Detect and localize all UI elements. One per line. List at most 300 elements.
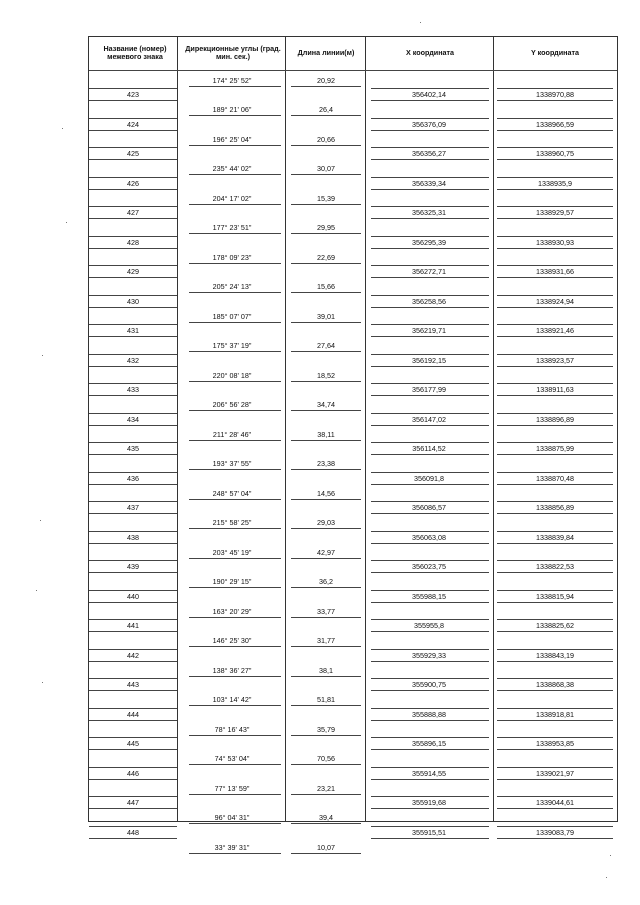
point-row-divider	[89, 454, 177, 455]
point-row-divider	[89, 295, 177, 296]
segment-underline	[291, 558, 361, 559]
coord-row-divider	[497, 248, 613, 249]
segment-underline	[189, 646, 281, 647]
coord-row-divider	[371, 130, 489, 131]
segment-underline	[291, 145, 361, 146]
direction-angle: 74° 53' 04"	[214, 754, 250, 763]
coord-row-divider	[371, 307, 489, 308]
scan-speck	[420, 22, 421, 23]
y-coordinate: 1338931,66	[536, 267, 574, 277]
point-row-divider	[89, 808, 177, 809]
point-row-divider	[89, 265, 177, 266]
coord-row-divider	[371, 218, 489, 219]
y-coordinate: 1338966,59	[536, 119, 574, 129]
coord-row-divider	[497, 118, 613, 119]
coord-row-divider	[497, 472, 613, 473]
coord-row-divider	[497, 838, 613, 839]
x-coordinate: 356177,99	[412, 385, 446, 395]
coord-row-divider	[371, 631, 489, 632]
segment-underline	[291, 469, 361, 470]
line-length: 51,81	[317, 695, 335, 704]
y-coordinate: 1338843,19	[536, 650, 574, 660]
coord-row-divider	[497, 649, 613, 650]
coord-row-divider	[371, 690, 489, 691]
point-row-divider	[89, 543, 177, 544]
point-row-divider	[89, 354, 177, 355]
point-row-divider	[89, 307, 177, 308]
coord-row-divider	[497, 808, 613, 809]
coord-row-divider	[371, 484, 489, 485]
direction-angle: 185° 07' 07"	[212, 311, 252, 321]
segment-underline	[189, 587, 281, 588]
segment-underline	[189, 705, 281, 706]
boundary-mark-number: 434	[127, 414, 139, 424]
direction-angle: 96° 04' 31"	[214, 813, 250, 822]
x-coordinate: 355896,15	[412, 739, 446, 749]
point-row-divider	[89, 147, 177, 148]
coord-row-divider	[371, 779, 489, 780]
line-length: 39,4	[319, 813, 333, 822]
x-coordinate: 356295,39	[412, 237, 446, 247]
coord-row-divider	[371, 661, 489, 662]
coord-row-divider	[371, 531, 489, 532]
point-row-divider	[89, 118, 177, 119]
scan-speck	[42, 682, 43, 683]
coord-row-divider	[371, 543, 489, 544]
coord-row-divider	[371, 206, 489, 207]
direction-angle: 33° 39' 31"	[214, 842, 250, 852]
boundary-mark-number: 427	[127, 208, 139, 218]
point-row-divider	[89, 277, 177, 278]
y-coordinate: 1339021,97	[536, 768, 574, 778]
x-coordinate: 355915,51	[412, 827, 446, 837]
y-coordinate: 1338839,84	[536, 532, 574, 542]
coord-row-divider	[371, 118, 489, 119]
coord-row-divider	[497, 690, 613, 691]
boundary-mark-number: 437	[127, 503, 139, 513]
coord-row-divider	[371, 100, 489, 101]
segment-underline	[291, 381, 361, 382]
direction-angle: 206° 56' 28"	[212, 400, 252, 409]
line-length: 31,77	[317, 636, 335, 645]
coord-row-divider	[497, 295, 613, 296]
direction-angle: 204° 17' 02"	[212, 193, 252, 203]
boundary-mark-number: 440	[127, 591, 139, 601]
coord-row-divider	[371, 619, 489, 620]
y-coordinate: 1339044,61	[536, 798, 574, 808]
point-row-divider	[89, 425, 177, 426]
boundary-mark-number: 426	[127, 178, 139, 188]
line-length: 23,21	[317, 783, 335, 793]
boundary-mark-number: 438	[127, 532, 139, 542]
point-row-divider	[89, 383, 177, 384]
x-coordinate: 356356,27	[412, 149, 446, 159]
segment-underline	[189, 469, 281, 470]
header-y: Y координата	[531, 47, 579, 57]
segment-underline	[189, 145, 281, 146]
segment-underline	[291, 587, 361, 588]
boundary-mark-number: 429	[127, 267, 139, 277]
coord-row-divider	[497, 354, 613, 355]
coord-row-divider	[371, 826, 489, 827]
coord-row-divider	[371, 177, 489, 178]
coord-row-divider	[371, 425, 489, 426]
boundary-mark-number: 439	[127, 562, 139, 572]
point-row-divider	[89, 100, 177, 101]
coord-row-divider	[497, 619, 613, 620]
line-length: 29,95	[317, 223, 335, 232]
point-row-divider	[89, 602, 177, 603]
coord-row-divider	[371, 454, 489, 455]
coord-row-divider	[497, 442, 613, 443]
line-length: 34,74	[317, 400, 335, 409]
segment-underline	[189, 115, 281, 116]
x-coordinate: 356258,56	[412, 296, 446, 306]
segment-underline	[291, 823, 361, 824]
coordinates-table	[88, 36, 618, 852]
direction-angle: 205° 24' 13"	[212, 282, 252, 291]
x-coordinate: 355914,55	[412, 768, 446, 778]
coord-row-divider	[497, 826, 613, 827]
segment-underline	[189, 676, 281, 677]
point-row-divider	[89, 572, 177, 573]
coord-row-divider	[371, 767, 489, 768]
y-coordinate: 1338896,89	[536, 414, 574, 424]
point-row-divider	[89, 248, 177, 249]
point-row-divider	[89, 708, 177, 709]
x-coordinate: 356091,8	[414, 473, 444, 483]
coord-row-divider	[371, 354, 489, 355]
segment-underline	[291, 322, 361, 323]
column-divider	[365, 37, 366, 821]
coord-row-divider	[497, 177, 613, 178]
direction-angle: 138° 36' 27"	[212, 665, 252, 675]
y-coordinate: 1338875,99	[536, 444, 574, 454]
y-coordinate: 1338911,63	[536, 385, 574, 395]
boundary-mark-number: 445	[127, 739, 139, 749]
coord-row-divider	[371, 159, 489, 160]
boundary-mark-number: 446	[127, 768, 139, 778]
y-coordinate: 1338929,57	[536, 208, 574, 218]
coord-row-divider	[497, 543, 613, 544]
coord-row-divider	[497, 206, 613, 207]
point-row-divider	[89, 737, 177, 738]
coord-row-divider	[497, 590, 613, 591]
point-row-divider	[89, 796, 177, 797]
boundary-mark-number: 428	[127, 237, 139, 247]
y-coordinate: 1338921,46	[536, 326, 574, 336]
y-coordinate: 1338868,38	[536, 680, 574, 690]
coord-row-divider	[371, 324, 489, 325]
line-length: 38,11	[317, 429, 335, 439]
point-row-divider	[89, 513, 177, 514]
column-divider	[285, 37, 286, 821]
coord-row-divider	[371, 572, 489, 573]
segment-underline	[291, 705, 361, 706]
scan-speck	[62, 128, 63, 129]
y-coordinate: 1338870,48	[536, 473, 574, 483]
boundary-mark-number: 431	[127, 326, 139, 336]
coord-row-divider	[371, 649, 489, 650]
boundary-mark-number: 423	[127, 90, 139, 100]
direction-angle: 203° 45' 19"	[212, 547, 252, 557]
x-coordinate: 356192,15	[412, 355, 446, 365]
coord-row-divider	[497, 218, 613, 219]
y-coordinate: 1338856,89	[536, 503, 574, 513]
line-length: 35,79	[317, 724, 335, 734]
segment-underline	[189, 381, 281, 382]
x-coordinate: 356063,08	[412, 532, 446, 542]
point-row-divider	[89, 590, 177, 591]
segment-underline	[291, 499, 361, 500]
segment-underline	[189, 528, 281, 529]
line-length: 42,97	[317, 547, 335, 557]
boundary-mark-number: 424	[127, 119, 139, 129]
point-row-divider	[89, 177, 177, 178]
line-length: 39,01	[317, 311, 335, 321]
scan-speck	[40, 520, 41, 521]
coord-row-divider	[497, 767, 613, 768]
segment-underline	[189, 86, 281, 87]
point-row-divider	[89, 236, 177, 237]
y-coordinate: 1338953,85	[536, 739, 574, 749]
line-length: 33,77	[317, 606, 335, 616]
boundary-mark-number: 448	[127, 827, 139, 837]
coord-row-divider	[371, 678, 489, 679]
segment-underline	[189, 233, 281, 234]
coord-row-divider	[497, 661, 613, 662]
coord-row-divider	[371, 88, 489, 89]
segment-underline	[189, 351, 281, 352]
x-coordinate: 356147,02	[412, 414, 446, 424]
direction-angle: 190° 29' 15"	[212, 577, 252, 586]
segment-underline	[291, 351, 361, 352]
line-length: 23,38	[317, 459, 335, 468]
coord-row-divider	[371, 248, 489, 249]
y-coordinate: 1338930,93	[536, 237, 574, 247]
y-coordinate: 1338822,53	[536, 562, 574, 572]
point-row-divider	[89, 130, 177, 131]
point-row-divider	[89, 619, 177, 620]
coord-row-divider	[497, 796, 613, 797]
direction-angle: 177° 23' 51"	[212, 223, 252, 232]
direction-angle: 211° 28' 46"	[212, 429, 252, 439]
coord-row-divider	[497, 413, 613, 414]
coord-row-divider	[371, 265, 489, 266]
line-length: 38,1	[319, 665, 333, 675]
segment-underline	[189, 764, 281, 765]
coord-row-divider	[371, 236, 489, 237]
scan-speck	[66, 222, 67, 223]
coord-row-divider	[497, 531, 613, 532]
direction-angle: 215° 58' 25"	[212, 518, 252, 527]
segment-underline	[291, 617, 361, 618]
coord-row-divider	[497, 720, 613, 721]
segment-underline	[291, 233, 361, 234]
segment-underline	[291, 263, 361, 264]
line-length: 26,4	[319, 105, 333, 114]
column-divider	[177, 37, 178, 821]
point-row-divider	[89, 501, 177, 502]
segment-underline	[291, 440, 361, 441]
line-length: 27,64	[317, 341, 335, 350]
line-length: 15,39	[317, 193, 335, 203]
coord-row-divider	[371, 295, 489, 296]
coord-row-divider	[371, 720, 489, 721]
coord-row-divider	[371, 189, 489, 190]
segment-underline	[189, 499, 281, 500]
direction-angle: 174° 25' 52"	[212, 75, 252, 85]
direction-angle: 175° 37' 19"	[212, 341, 252, 350]
segment-underline	[291, 204, 361, 205]
coord-row-divider	[497, 100, 613, 101]
boundary-mark-number: 443	[127, 680, 139, 690]
segment-underline	[189, 794, 281, 795]
segment-underline	[189, 292, 281, 293]
x-coordinate: 355988,15	[412, 591, 446, 601]
scan-speck	[606, 877, 607, 878]
x-coordinate: 356402,14	[412, 90, 446, 100]
segment-underline	[291, 735, 361, 736]
y-coordinate: 1338970,88	[536, 90, 574, 100]
header-angle: Дирекционные углы (град. мин. сек.)	[185, 43, 281, 61]
header-divider	[89, 70, 617, 71]
coord-row-divider	[371, 808, 489, 809]
line-length: 29,03	[317, 518, 335, 527]
scan-speck	[36, 590, 37, 591]
line-length: 20,92	[317, 75, 335, 85]
line-length: 10,07	[317, 842, 335, 852]
direction-angle: 77° 13' 59"	[214, 783, 250, 793]
point-row-divider	[89, 720, 177, 721]
coord-row-divider	[497, 265, 613, 266]
segment-underline	[189, 440, 281, 441]
point-row-divider	[89, 324, 177, 325]
segment-underline	[291, 646, 361, 647]
point-row-divider	[89, 560, 177, 561]
point-row-divider	[89, 631, 177, 632]
segment-underline	[189, 322, 281, 323]
point-row-divider	[89, 661, 177, 662]
line-length: 30,07	[317, 164, 335, 173]
coord-row-divider	[371, 602, 489, 603]
point-row-divider	[89, 690, 177, 691]
line-length: 18,52	[317, 370, 335, 380]
segment-underline	[189, 410, 281, 411]
y-coordinate: 1339083,79	[536, 827, 574, 837]
y-coordinate: 1338924,94	[536, 296, 574, 306]
point-row-divider	[89, 749, 177, 750]
x-coordinate: 356219,71	[412, 326, 446, 336]
header-length: Длина линии(м)	[297, 47, 355, 57]
boundary-mark-number: 430	[127, 296, 139, 306]
boundary-mark-number: 444	[127, 709, 139, 719]
y-coordinate: 1338923,57	[536, 355, 574, 365]
segment-underline	[189, 174, 281, 175]
direction-angle: 235° 44' 02"	[212, 164, 252, 173]
coord-row-divider	[497, 737, 613, 738]
coord-row-divider	[371, 442, 489, 443]
point-row-divider	[89, 484, 177, 485]
boundary-mark-number: 447	[127, 798, 139, 808]
y-coordinate: 1338815,94	[536, 591, 574, 601]
x-coordinate: 356023,75	[412, 562, 446, 572]
point-row-divider	[89, 779, 177, 780]
point-row-divider	[89, 336, 177, 337]
coord-row-divider	[497, 708, 613, 709]
point-row-divider	[89, 206, 177, 207]
header-name: Название (номер) межевого знака	[103, 43, 167, 61]
coord-row-divider	[371, 749, 489, 750]
coord-row-divider	[371, 796, 489, 797]
coord-row-divider	[497, 395, 613, 396]
x-coordinate: 356339,34	[412, 178, 446, 188]
segment-underline	[291, 676, 361, 677]
direction-angle: 163° 20' 29"	[212, 606, 252, 616]
coord-row-divider	[497, 513, 613, 514]
boundary-mark-number: 441	[127, 621, 139, 631]
coord-row-divider	[497, 425, 613, 426]
coord-row-divider	[497, 383, 613, 384]
scan-speck	[610, 855, 611, 856]
direction-angle: 220° 08' 18"	[212, 370, 252, 380]
segment-underline	[291, 115, 361, 116]
line-length: 20,66	[317, 134, 335, 144]
segment-underline	[291, 794, 361, 795]
point-row-divider	[89, 649, 177, 650]
coord-row-divider	[497, 572, 613, 573]
coord-row-divider	[497, 779, 613, 780]
coord-row-divider	[371, 383, 489, 384]
coord-row-divider	[371, 472, 489, 473]
segment-underline	[291, 853, 361, 854]
x-coordinate: 356114,52	[412, 444, 446, 454]
coord-row-divider	[497, 147, 613, 148]
coord-row-divider	[497, 749, 613, 750]
coord-row-divider	[497, 501, 613, 502]
point-row-divider	[89, 88, 177, 89]
x-coordinate: 355900,75	[412, 680, 446, 690]
line-length: 14,56	[317, 488, 335, 498]
direction-angle: 248° 57' 04"	[212, 488, 252, 498]
boundary-mark-number: 436	[127, 473, 139, 483]
boundary-mark-number: 442	[127, 650, 139, 660]
coord-row-divider	[497, 277, 613, 278]
coord-row-divider	[371, 838, 489, 839]
boundary-mark-number: 435	[127, 444, 139, 454]
direction-angle: 78° 16' 43"	[214, 724, 250, 734]
coord-row-divider	[497, 366, 613, 367]
coord-row-divider	[497, 130, 613, 131]
point-row-divider	[89, 189, 177, 190]
point-row-divider	[89, 531, 177, 532]
coord-row-divider	[371, 395, 489, 396]
x-coordinate: 355929,33	[412, 650, 446, 660]
segment-underline	[189, 853, 281, 854]
point-row-divider	[89, 159, 177, 160]
boundary-mark-number: 425	[127, 149, 139, 159]
y-coordinate: 1338935,9	[538, 178, 572, 188]
x-coordinate: 356325,31	[412, 208, 446, 218]
point-row-divider	[89, 678, 177, 679]
segment-underline	[189, 263, 281, 264]
scan-speck	[42, 355, 43, 356]
line-length: 70,56	[317, 754, 335, 763]
segment-underline	[291, 86, 361, 87]
point-row-divider	[89, 826, 177, 827]
direction-angle: 189° 21' 06"	[212, 105, 252, 114]
line-length: 22,69	[317, 252, 335, 262]
